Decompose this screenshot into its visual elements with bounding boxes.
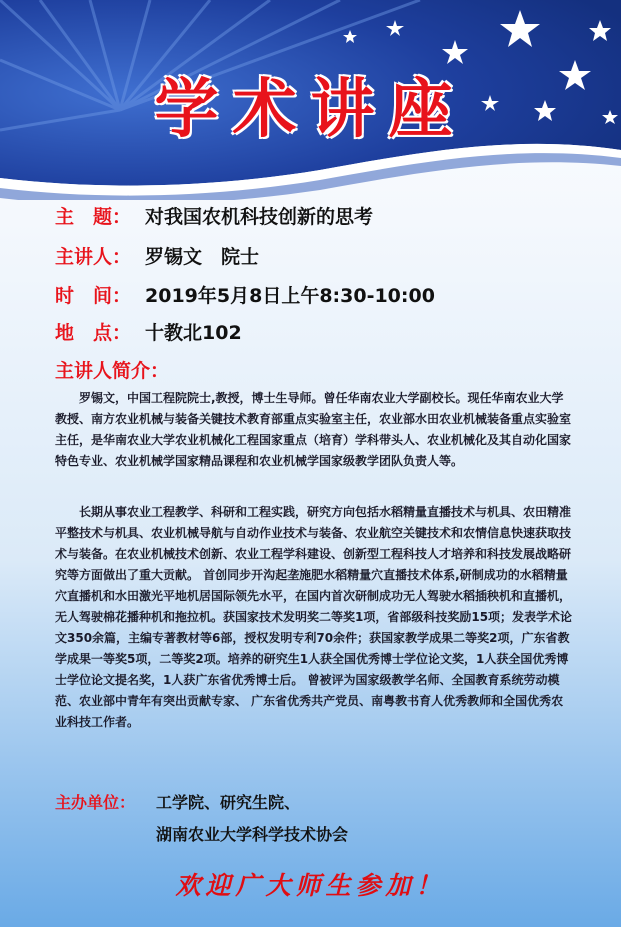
- place-label: 地 点：: [55, 322, 132, 344]
- welcome-message: 欢迎广大师生参加！: [175, 871, 446, 900]
- speaker-label: 主讲人：: [55, 246, 132, 268]
- speaker-row: [55, 242, 259, 269]
- time-label: 时 间：: [55, 285, 132, 307]
- bio-paragraph-1: 罗锡文，中国工程院院士,教授，博士生导师。曾任华南农业大学副校长。现任华南农业大学教授、南方农业机械与装备关键技术教育部重点实验室主任，农业部水田农业机械装备重点实验室主任，是华南农业大学农业机械化工程国家重点（培育）学科带头人、农业机械化及其自动化国家特色专业、农业机械学国家精品课程和农业机械学国家级教学团队负责人等。: [55, 391, 572, 468]
- topic-value: 对我国农机科技创新的思考: [145, 206, 374, 228]
- host-line-2: 湖南农业大学科学技术协会: [156, 825, 349, 844]
- time-row: [55, 281, 435, 308]
- host-line-1: 工学院、研究生院、: [156, 793, 301, 812]
- bio-paragraph-2: 长期从事农业工程教学、科研和工程实践，研究方向包括水稻精量直播技术与机具、农田精准平整技术与机具、农业机械导航与自动作业技术与装备、农业航空关键技术和农情信息快速获取技术与装备。在农业机械技术创新、农业工程学科建设、创新型工程科技人才培养和科技发展战略研究等方面做出了重大贡献。 首创同步开沟起垄施肥水稻精量穴直播技术体系,研制成功的水稻精量穴直播机和水田激光平地机居国际领先水平，在国内首次研制成功无人驾驶水稻插秧机和直播机，无人驾驶棉花播种机和拖拉机。获国家技术发明奖二等奖1项，省部级科技奖励15项；发表学术论文350余篇，主编专著教材等6部，授权发明专利70余件；获国家教学成果二等奖2项，广东省教学成果一等奖5项，二等奖2项。培养的研究生1人获全国优秀博士学位论文奖，1人获全国优秀博士学位论文提名奖，1人获广东省优秀博士后。 曾被评为国家级教学名师、全国教育系统劳动模范、农业部中青年有突出贡献专家、 广东省优秀共产党员、南粤教书育人优秀教师和全国优秀农业科技工作者。: [55, 505, 573, 729]
- topic-row: [55, 202, 373, 229]
- host-label: 主办单位：: [55, 793, 136, 812]
- poster-title: 学术讲座: [154, 73, 467, 147]
- place-row: [55, 318, 242, 345]
- time-value: 2019年5月8日上午8:30-10:00: [145, 285, 435, 307]
- speaker-value: 罗锡文 院士: [145, 246, 260, 268]
- place-value: 十教北102: [145, 322, 242, 344]
- bio-heading: 主讲人简介：: [55, 360, 170, 382]
- topic-label: 主 题：: [55, 206, 132, 228]
